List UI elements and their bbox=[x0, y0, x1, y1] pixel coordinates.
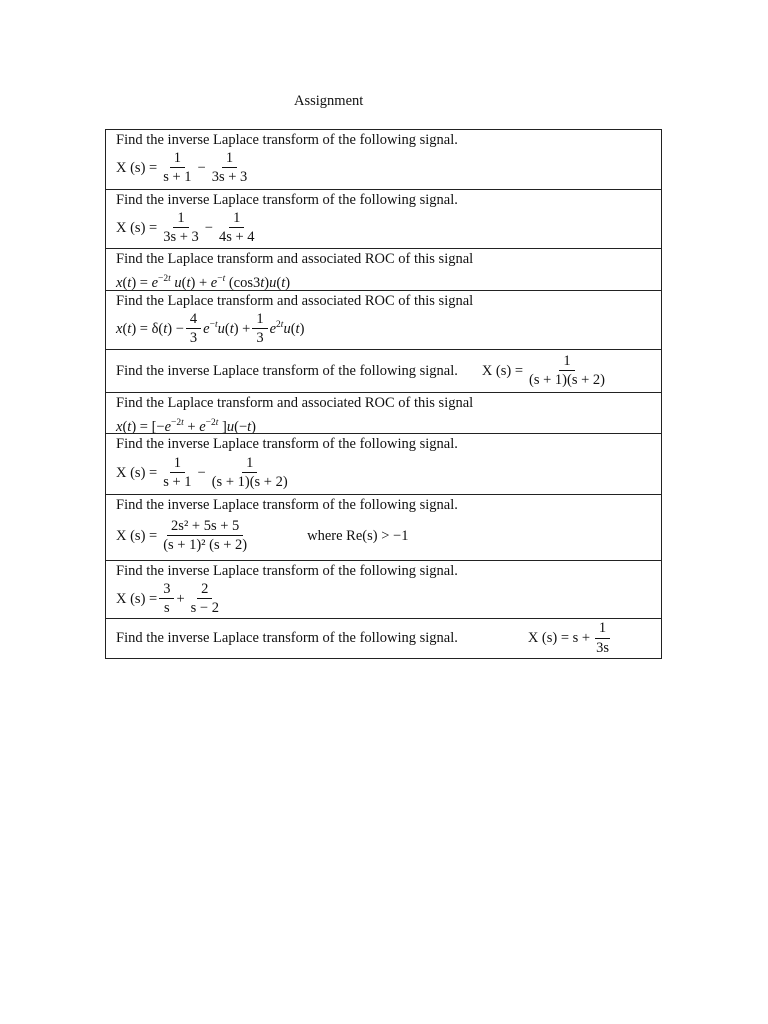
equation: X (s) = $\frac{1}{3s + 3}$ − $\frac{1}{4s + 4}$ bbox=[116, 210, 651, 246]
fraction: $\frac{3}{s}$ bbox=[159, 582, 174, 616]
question-prompt: Find the inverse Laplace transform of the following signal. bbox=[116, 132, 458, 148]
equation: x(t) = δ(t) − $\frac{4}{3}$ $e^{-t}u(t)$ + $\frac{1}{3}$ $e^{2t}u(t)$ bbox=[116, 310, 305, 346]
question-prompt: Find the inverse Laplace transform of the following signal. bbox=[116, 362, 458, 379]
fraction: $\frac{1}{(s + 1)(s + 2)}$ bbox=[529, 352, 605, 388]
question-prompt: Find the Laplace transform and associated ROC of this signal bbox=[116, 251, 474, 267]
fraction: $\frac{1}{s + 1}$ bbox=[163, 149, 192, 185]
fraction: $\frac{1}{3}$ bbox=[252, 312, 267, 346]
equation: X (s) = $\frac{3}{s}$ + $\frac{2}{s - 2}$ bbox=[116, 581, 651, 617]
fraction: $\frac{1}{(s + 1)(s + 2)}$ bbox=[211, 454, 288, 490]
condition: where Re(s) > −1 bbox=[307, 527, 409, 544]
equation: X (s) = s + $\frac{1}{3s}$ bbox=[528, 620, 615, 658]
fraction: $\frac{4}{3}$ bbox=[186, 312, 201, 346]
fraction: $\frac{1}{3s + 3}$ bbox=[211, 149, 248, 185]
page-title: Assignment bbox=[294, 93, 364, 109]
fraction: $\frac{1}{3s}$ bbox=[596, 620, 609, 656]
question-row-9 bbox=[106, 560, 661, 618]
question-prompt: Find the Laplace transform and associated ROC of this signal bbox=[116, 293, 474, 309]
question-row-5 bbox=[106, 349, 661, 392]
question-row-1 bbox=[106, 130, 661, 189]
fraction: $\frac{1}{s + 1}$ bbox=[163, 454, 192, 490]
equation: X (s) = $\frac{1}{(s + 1)(s + 2)}$ bbox=[482, 351, 611, 391]
question-row-10 bbox=[106, 618, 661, 658]
equation: X (s) = $\frac{1}{s + 1}$ − $\frac{1}{3s + 3}$ bbox=[116, 150, 651, 186]
equation: $x(t) = [-e^{-2t} + e^{-2t}$ ]u(−t) bbox=[116, 418, 256, 435]
equation: X (s) = $\frac{1}{s + 1}$ − $\frac{1}{(s + 1)(s + 2)}$ bbox=[116, 454, 651, 492]
equation: X (s) = $\frac{\text{2s² + 5s + 5}}{\text{(s + 1)² (s + 2)}}$ where Re(s) > −1 bbox=[116, 517, 409, 553]
question-prompt: Find the inverse Laplace transform of the following signal. bbox=[116, 497, 458, 513]
question-prompt: Find the Laplace transform and associated ROC of this signal bbox=[116, 395, 474, 411]
question-row-7 bbox=[106, 433, 661, 494]
fraction: $\frac{2}{s - 2}$ bbox=[190, 580, 219, 616]
fraction: $\frac{\text{2s² + 5s + 5}}{\text{(s + 1)² (s + 2)}}$ bbox=[163, 517, 248, 553]
assignment-table bbox=[105, 129, 662, 659]
question-row-6 bbox=[106, 392, 661, 433]
question-row-2 bbox=[106, 189, 661, 248]
fraction: $\frac{1}{4s + 4}$ bbox=[218, 209, 255, 245]
question-prompt: Find the inverse Laplace transform of the following signal. bbox=[116, 563, 458, 579]
fraction: $\frac{1}{3s + 3}$ bbox=[163, 209, 199, 245]
question-row-4 bbox=[106, 290, 661, 349]
question-prompt: Find the inverse Laplace transform of the following signal. bbox=[116, 192, 458, 208]
question-row-8 bbox=[106, 494, 661, 560]
question-prompt: Find the inverse Laplace transform of the following signal. bbox=[116, 436, 458, 452]
question-row-3 bbox=[106, 248, 661, 290]
equation: $x(t) = e^{-2t}$ $u(t) + e^{-t}$ (cos3t)u(t) bbox=[116, 274, 291, 291]
question-prompt: Find the inverse Laplace transform of the following signal. bbox=[116, 630, 458, 646]
